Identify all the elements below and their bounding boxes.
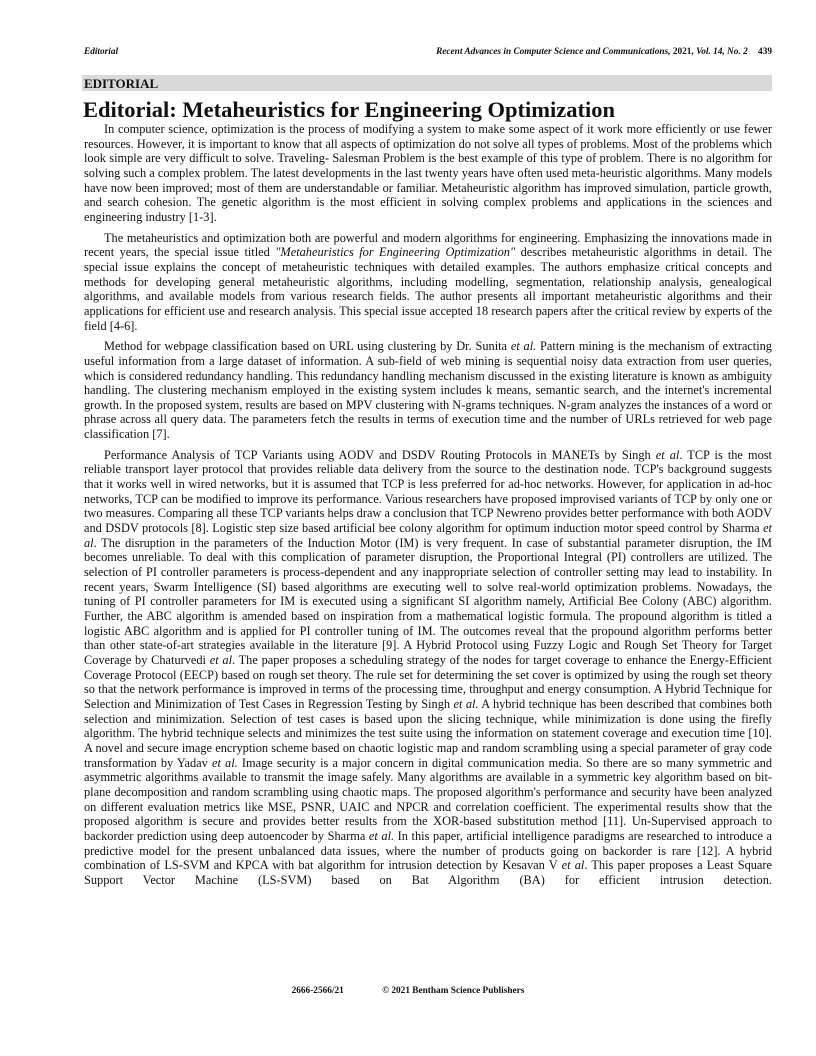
paragraph-text: . This paper proposes a Least Square Support Vector Machine (LS-SVM) based on Bat Algorithm (BA) for efficient intrusion detection. <box>84 858 772 887</box>
paragraph <box>84 339 772 442</box>
italic-text: et al. <box>510 339 537 354</box>
running-head <box>84 47 772 57</box>
paragraph-text: . The disruption in the parameters of the Induction Motor (IM) is very frequent. In case of substantial parameter disruption, the IM becomes unreliable. To deal with this complication of parameter disruption, the Proportional Integral (PI) controllers are utilized. The selection of PI controller parameters is process-dependent and any inappropriate selection of controller setting may lead to instability. In recent years, Swarm Intelligence (SI) based algorithms are executing well to solve real-world optimization problems. Nowadays, the tuning of PI controller parameters for IM is executed using a significant SI algorithm namely, Artificial Bee Colony (ABC) algorithm. Further, the ABC algorithm is amended based on inspiration from a mathematical logistic formula. The propound algorithm is titled a logistic ABC algorithm and is applied for PI controller tuning of IM. The outcomes reveal that the propound algorithm performs better than other state-of-art strategies available in the literature [9]. A Hybrid Protocol using Fuzzy Logic and Rough Set Theory for Target Coverage by Chaturvedi <box>84 535 772 667</box>
article-title: Editorial: Metaheuristics for Engineering Optimization <box>83 97 616 122</box>
footer-copyright: © 2021 Bentham Science Publishers <box>382 986 525 996</box>
italic-text: et al <box>209 652 233 667</box>
footer-issn: 2666-2566/21 <box>291 986 344 996</box>
paragraph-text: A hybrid technique has been described that combines both selection and minimization. Selection of test cases is based upon the slicing technique, while minimization is done using the firefly algorithm. The hybrid technique selects and minimizes the test suite using the information on statement coverage and execution time [10]. A novel and secure image encryption scheme based on chaotic logistic map and random scrambling using a special parameter of gray code transformation by Yadav <box>84 696 772 770</box>
paragraph-text: The metaheuristics and optimization both are powerful and modern algorithms for engineering. Emphasizing the innovations made in recent years, the special issue titled <box>84 230 772 260</box>
italic-text: et al. <box>368 828 395 843</box>
italic-text: et al <box>561 858 585 873</box>
paragraph-text: Pattern mining is the mechanism of extracting useful information from a large dataset of information. A sub-field of web mining is sequential noisy data extraction from user queries, which is considered redundancy handling. This redundancy handling mechanism discussed in the existing literature is known as ambiguity handling. The clustering mechanism employed in the existing system includes k means, semantic search, and the internet's incremental growth. In the proposed system, results are based on MPV clustering with N-grams techniques. N-gram analyzes the instances of a word or phrase across all query data. The parameters fetch the results in terms of execution time and the number of URLs retrieved for web page classification [7]. <box>84 339 772 442</box>
paragraph-text: describes metaheuristic algorithms in detail. The special issue explains the concept of metaheuristic techniques with detailed examples. The authors emphasize critical concepts and methods for developing general metaheuristic algorithms, including modelling, segmentation, relationship analysis, genealogical algorithms, and available models from various research fields. The author presents all important metaheuristic algorithms and their applications for efficient use and research analysis. This special issue accepted 18 research papers after the critical review by experts of the field [4-6]. <box>84 245 773 333</box>
paragraph-text: Performance Analysis of TCP Variants using AODV and DSDV Routing Protocols in MANETs by Singh <box>104 447 656 462</box>
paragraph-text: . TCP is the most reliable transport layer protocol that provides reliable data delivery from the source to the destination node. TCP's background suggests that it works well in wired networks, but it is assumed that TCP is less preferred for ad-hoc networks. However, for application in ad-hoc networks, TCP can be modified to improve its performance. Various researchers have proposed improvised variants of TCP by only one or two measures. Comparing all these TCP variants helps draw a conclusion that TCP Newreno provides better performance with both AODV and DSDV protocols [8]. Logistic step size based artificial bee colony algorithm for optimum induction motor speed control by Sharma <box>84 447 772 536</box>
paragraph-text: . The paper proposes a scheduling strategy of the nodes for target coverage to enhance the Energy-Efficient Coverage Protocol (EECP) based on rough set theory. The rule set for determining the set cover is optimized by using the rough set theory so that the network performance is improved in terms of the processing time, throughput and energy consumption. A Hybrid Technique for Selection and Minimization of Test Cases in Regression Testing by Singh <box>84 652 772 711</box>
page-number: 439 <box>758 47 772 57</box>
paragraph-text: Image security is a major concern in digital communication media. So there are so many symmetric and asymmetric algorithms available to transmit the image safely. Many algorithms are available in a symmetric key algorithm based on bit-plane decomposition and random scrambling using chaotic maps. The proposed algorithm's performance and security have been analyzed on different evaluation metrics like MSE, PSNR, UAIC and NPCR and correlation coefficient. The experimental results show that the proposed algorithm is secure and provides better results from the XOR-based substitution method [11]. Un-Supervised approach to backorder prediction using deep autoencoder by Sharma <box>84 755 772 843</box>
journal-year: 2021, <box>672 47 694 57</box>
paragraph <box>84 122 772 225</box>
paragraph <box>84 448 772 888</box>
italic-text: et al. <box>211 755 238 770</box>
paragraph-text: In this paper, artificial intelligence paradigms are researched to introduce a predictive model for the present unbalanced data issues, where the number of products going on backorder is rare [12]. A hybrid combination of LS-SVM and KPCA with bat algorithm for intrusion detection by Kesavan V <box>84 828 772 873</box>
journal-volume: Vol. 14, No. 2 <box>696 47 748 57</box>
paragraph-text: Method for webpage classification based on URL using clustering by Dr. Sunita <box>104 339 511 354</box>
italic-text: "Metaheuristics for Engineering Optimization" <box>275 245 516 260</box>
italic-text: et al <box>655 447 680 462</box>
section-label: EDITORIAL <box>84 76 159 91</box>
journal-name: Recent Advances in Computer Science and Communications, <box>436 47 671 57</box>
section-bar <box>82 75 772 91</box>
running-head-right <box>436 47 772 57</box>
paragraph <box>84 231 772 334</box>
paragraph-text: In computer science, optimization is the process of modifying a system to make some aspect of it work more efficiently or use fewer resources. However, it is important to know that all aspects of optimization do not solve all types of problems. Most of the problems which look simple are very difficult to solve. Traveling- Salesman Problem is the best example of this type of problem. There is no algorithm for solving such a complex problem. The latest developments in the last twenty years have often used meta-heuristic algorithms. Many models have now been improved; most of them are understandable or familiar. Metaheuristic algorithm has improved simulation, particle growth, and search cohesion. The genetic algorithm is the most efficient in solving complex problems and applications in the sciences and engineering industry [1-3]. <box>84 122 772 224</box>
page-footer <box>0 986 816 996</box>
italic-text: et al. <box>453 696 479 711</box>
italic-text: et al <box>84 521 772 550</box>
running-head-left: Editorial <box>84 47 119 57</box>
article-body <box>84 122 772 893</box>
